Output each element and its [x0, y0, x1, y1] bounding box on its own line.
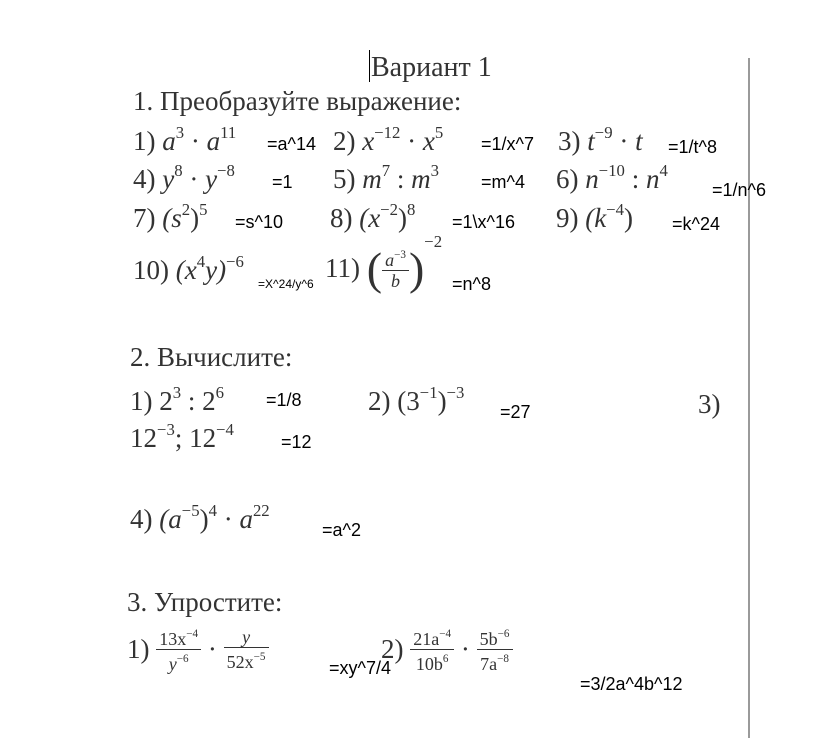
answer-2-1: =1/8 — [266, 390, 302, 410]
answer-1-6: =1/n^6 — [712, 180, 766, 200]
task3-item-1: 1) $\frac{13x^{-4}}{y^{-6}}$ · $\frac{y}{52x^{-5}}$ — [127, 625, 269, 674]
answer-1-4: =1 — [272, 172, 293, 192]
answer-3-1: =xy^7/4 — [329, 658, 391, 678]
answer-3-2: =3/2a^4b^12 — [580, 674, 683, 694]
task1-item-10: 10) $(x^4y)^{-6}$ — [133, 252, 244, 285]
task1-item-4: 4) $y^8 \cdot y^{-8}$ — [133, 161, 235, 194]
task1-item-1: 1) $a^3 \cdot a^{11}$ — [133, 123, 237, 156]
fraction-4: $\frac{5b^{-6}}{7a^{-8}}$ — [477, 625, 513, 674]
fraction-3: $\frac{21a^{-4}}{10b^6}$ — [410, 625, 454, 674]
answer-2-3: =12 — [281, 432, 312, 452]
task3-item-2: 2) $\frac{21a^{-4}}{10b^6}$ · $\frac{5b^{-6}}{7a^{-8}}$ — [381, 625, 513, 674]
task1-item-6: 6) $n^{-10}$ : $n^4$ — [556, 161, 668, 194]
task1-item-9: 9) $(k^{-4})$ — [556, 200, 634, 233]
page-edge-line — [748, 58, 750, 738]
answer-1-9: =k^24 — [672, 214, 720, 234]
task2-item-1: 1) $2^3$ : $2^6$ — [130, 383, 225, 416]
answer-1-5: =m^4 — [481, 172, 525, 192]
page-title: Вариант 1 — [371, 52, 492, 83]
fraction-1: $\frac{13x^{-4}}{y^{-6}}$ — [156, 625, 201, 674]
answer-1-10: =X^24/y^6 — [258, 277, 314, 291]
task3-heading: 3. Упростите: — [127, 587, 283, 617]
answer-1-3: =1/t^8 — [668, 137, 717, 157]
task1-item-5: 5) $m^7$ : $m^3$ — [333, 161, 440, 194]
task2-heading: 2. Вычислите: — [130, 342, 293, 372]
text-cursor — [369, 50, 370, 82]
task1-item-7: 7) $(s^2)^5$ — [133, 200, 208, 233]
fraction: $\frac{a^{-3}}{b}$ — [382, 246, 409, 291]
answer-2-4: =a^2 — [322, 520, 361, 540]
answer-1-7: =s^10 — [235, 212, 283, 232]
task1-item-3: 3) $t^{-9} \cdot t$ — [558, 123, 643, 156]
task1-item-2: 2) $x^{-12} \cdot x^5$ — [333, 123, 444, 156]
answer-2-2: =27 — [500, 402, 531, 422]
answer-1-1: =a^14 — [267, 134, 316, 154]
task2-item-3: $12^{-3}$; $12^{-4}$ — [130, 420, 234, 453]
answer-1-2: =1/x^7 — [481, 134, 534, 154]
task2-item-2: 2) $(3^{-1})^{-3}$ — [368, 383, 465, 416]
task2-item-4: 4) $(a^{-5})^4 \cdot a^{22}$ — [130, 501, 270, 534]
task1-item-8: 8) $(x^{-2})^8$ — [330, 200, 416, 233]
answer-1-8: =1\x^16 — [452, 212, 515, 232]
task1-item-11: 11) ( $\frac{a^{-3}}{b}$ )$^{-2}$ — [325, 231, 443, 294]
answer-1-11: =n^8 — [452, 274, 491, 294]
task2-item-3-label: 3) — [698, 389, 721, 419]
fraction-2: $\frac{y}{52x^{-5}}$ — [224, 627, 269, 672]
task1-heading: 1. Преобразуйте выражение: — [133, 86, 462, 116]
